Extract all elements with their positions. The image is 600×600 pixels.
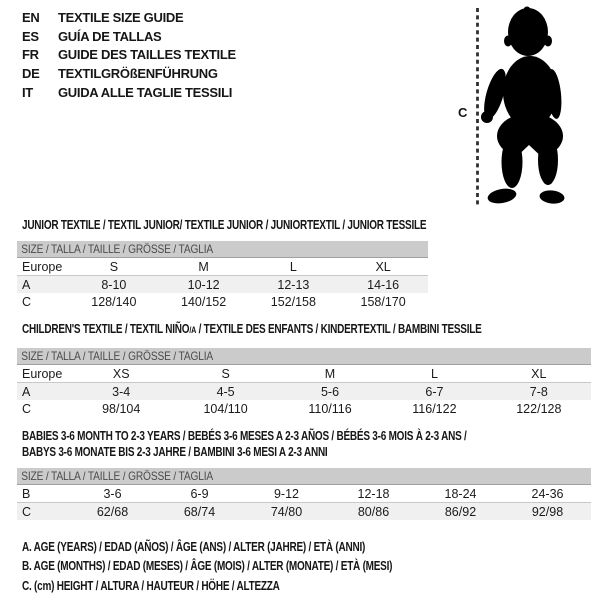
size-table-children xyxy=(17,348,591,417)
row-label: B xyxy=(22,486,31,501)
language-title: TEXTILGRÖßENFÜHRUNG xyxy=(58,66,218,82)
size-cell: L xyxy=(430,366,438,381)
children-title-post: / TEXTILE DES ENFANTS / KINDERTEXTIL / BAMBINI TESSILE xyxy=(196,322,482,336)
size-cell: 128/140 xyxy=(91,294,137,309)
size-cell: L xyxy=(289,259,297,274)
language-title: GUIDE DES TAILLES TEXTILE xyxy=(58,47,236,63)
size-cell: 98/104 xyxy=(102,401,141,416)
size-header-bar xyxy=(17,241,428,258)
children-table-title xyxy=(22,322,482,336)
language-title: GUÍA DE TALLAS xyxy=(58,28,162,44)
size-table-babies xyxy=(17,468,591,520)
table-row xyxy=(17,293,428,310)
size-cell: 92/98 xyxy=(531,504,564,519)
baby-silhouette-figure xyxy=(450,2,600,215)
size-cell: 4-5 xyxy=(216,384,235,399)
language-code: FR xyxy=(22,47,39,63)
size-cell: 110/116 xyxy=(308,401,352,416)
size-cell: 86/92 xyxy=(444,504,477,519)
children-title-sub: /A xyxy=(189,325,197,335)
size-cell: 7-8 xyxy=(529,384,548,399)
language-code: ES xyxy=(22,28,39,44)
size-cell: 152/158 xyxy=(270,294,316,309)
table-row xyxy=(17,276,428,293)
babies-table-title xyxy=(22,428,467,460)
language-code: EN xyxy=(22,9,40,25)
language-row xyxy=(22,83,236,102)
size-cell: 9-12 xyxy=(273,486,300,501)
size-header-bar xyxy=(17,468,591,485)
row-label: A xyxy=(22,384,31,399)
size-cell: 24-36 xyxy=(531,486,564,501)
size-cell: 18-24 xyxy=(444,486,477,501)
size-cell: 8-10 xyxy=(101,277,127,292)
size-cell: XL xyxy=(375,259,391,274)
size-cell: 3-4 xyxy=(112,384,131,399)
size-cell: 5-6 xyxy=(320,384,340,399)
size-cell: 158/170 xyxy=(360,294,406,309)
baby-silhouette xyxy=(450,2,600,215)
language-code: IT xyxy=(22,85,33,101)
language-header xyxy=(22,8,236,102)
row-label: Europe xyxy=(22,366,63,381)
table-row xyxy=(17,485,591,503)
size-cell: 80/86 xyxy=(357,504,390,519)
size-header-text: SIZE / TALLA / TAILLE / GRÖSSE / TAGLIA xyxy=(21,242,214,256)
size-cell: 12-13 xyxy=(277,277,310,292)
row-label: C xyxy=(22,504,32,519)
size-cell: 122/128 xyxy=(516,401,562,416)
table-row xyxy=(17,503,591,520)
babies-title-line1: BABIES 3-6 MONTH TO 2-3 YEARS / BEBÉS 3-6 MESES A 2-3 AÑOS / BÉBÉS 3-6 MOIS À 2-3 ANS / xyxy=(22,429,467,443)
table-row xyxy=(17,258,428,276)
language-title: GUIDA ALLE TAGLIE TESSILI xyxy=(58,85,233,101)
size-cell: 74/80 xyxy=(270,504,303,519)
size-cell: 68/74 xyxy=(183,504,216,519)
size-cell: 104/110 xyxy=(203,401,248,416)
language-code: DE xyxy=(22,66,40,82)
size-cell: S xyxy=(221,366,230,381)
legend-line-age-years: A. AGE (YEARS) / EDAD (AÑOS) / ÂGE (ANS) / ALTER (JAHRE) / ETÀ (ANNI) xyxy=(22,540,366,554)
table-row xyxy=(17,365,591,383)
table-row xyxy=(17,383,591,400)
size-cell: 14-16 xyxy=(367,277,400,292)
size-cell: S xyxy=(109,259,119,274)
language-row xyxy=(22,64,236,83)
row-label: A xyxy=(22,277,31,292)
size-cell: 6-9 xyxy=(190,486,209,501)
size-cell: 12-18 xyxy=(357,486,390,501)
size-cell: 6-7 xyxy=(425,384,444,399)
size-cell: XS xyxy=(112,366,130,381)
size-cell: XL xyxy=(531,366,547,381)
row-label: Europe xyxy=(22,259,63,274)
size-header-text: SIZE / TALLA / TAILLE / GRÖSSE / TAGLIA xyxy=(21,349,214,363)
language-title: TEXTILE SIZE GUIDE xyxy=(58,9,184,25)
size-header-text: SIZE / TALLA / TAILLE / GRÖSSE / TAGLIA xyxy=(21,469,214,483)
legend-line-age-months: B. AGE (MONTHS) / EDAD (MESES) / ÂGE (MOIS) / ALTER (MONATE) / ETÀ (MESI) xyxy=(22,559,393,574)
size-cell: 116/122 xyxy=(412,401,457,416)
measurement-legend xyxy=(22,538,485,596)
size-cell: 3-6 xyxy=(103,486,122,501)
height-measure-label: C xyxy=(458,105,468,120)
size-cell: M xyxy=(324,366,336,381)
size-table-junior xyxy=(17,241,428,310)
language-row xyxy=(22,46,236,65)
size-cell: M xyxy=(198,259,209,274)
size-header-bar xyxy=(17,348,591,365)
language-row xyxy=(22,8,236,27)
language-row xyxy=(22,27,236,46)
children-title-pre: CHILDREN'S TEXTILE / TEXTIL NIÑO xyxy=(22,322,190,336)
size-cell: 10-12 xyxy=(187,277,220,292)
row-label: C xyxy=(22,401,32,416)
size-cell: 140/152 xyxy=(181,294,227,309)
table-row xyxy=(17,400,591,417)
row-label: C xyxy=(22,294,32,309)
legend-line-height: C. (cm) HEIGHT / ALTURA / HAUTEUR / HÖHE / ALTEZZA xyxy=(22,578,280,593)
size-cell: 62/68 xyxy=(96,504,129,519)
babies-title-line2: BABYS 3-6 MONATE BIS 2-3 JAHRE / BAMBINI 3-6 MESI A 2-3 ANNI xyxy=(22,445,328,459)
junior-table-title: JUNIOR TEXTILE / TEXTIL JUNIOR/ TEXTILE JUNIOR / JUNIORTEXTIL / JUNIOR TESSILE xyxy=(22,218,427,232)
